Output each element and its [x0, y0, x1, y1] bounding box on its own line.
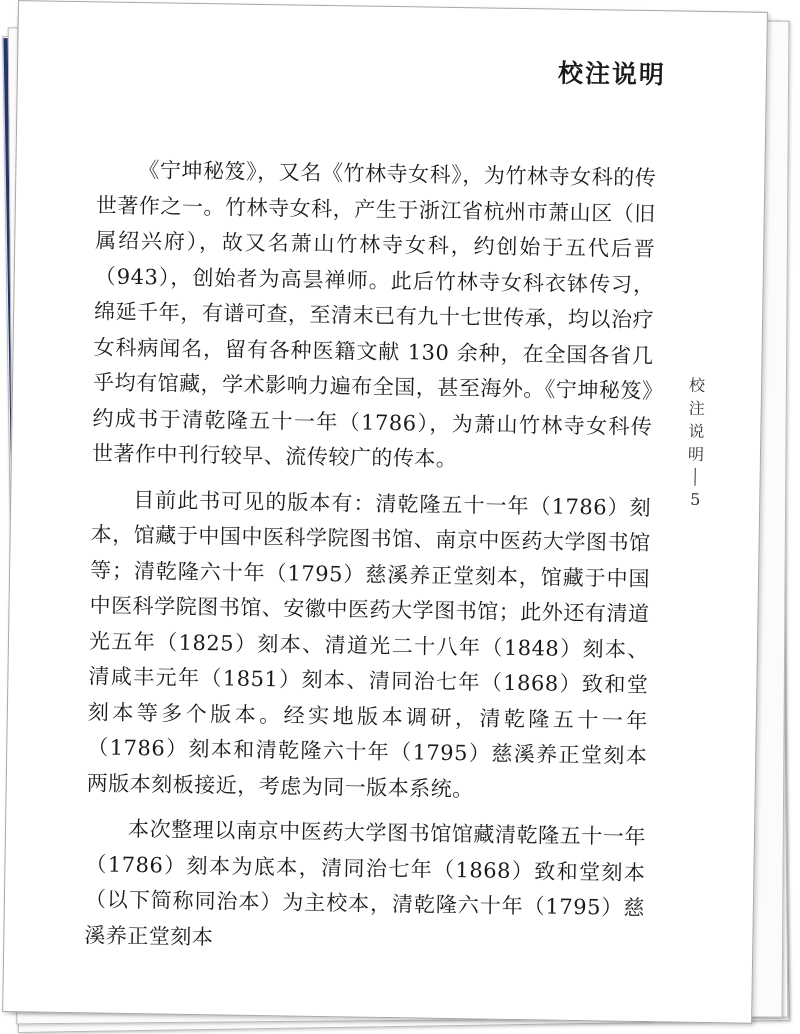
side-tab-char: 校 — [688, 375, 706, 395]
paragraph-1: 《宁坤秘笈》，又名《竹林寺女科》，为竹林寺女科的传世著作之一。竹林寺女科，产生于浙江省杭州市萧山区（旧属绍兴府），故又名萧山竹林寺女科，约创始于五代后晋（943），创始者为高昙禅师。此后竹林寺女科衣钵传习，绵延千年，有谱可查，至清末已有九十七世传承，均以治疗女科病闻名，留有各种医籍文献 130 余种，在全国各省几乎均有馆藏，学术影响力遍布全国，甚至海外。《宁坤秘笈》约成书于清乾隆五十一年（1786），为萧山竹林寺女科传世著作中刊行较早、流传较广的传本。 — [91, 158, 657, 472]
page-number: 5 — [690, 489, 701, 509]
side-tab-char: 明 — [687, 444, 705, 464]
paragraph-2: 目前此书可见的版本有：清乾隆五十一年（1786）刻本，馆藏于中国中医科学院图书馆、南京中医药大学图书馆等；清乾隆六十年（1795）慈溪养正堂刻本，馆藏于中国中医科学院图书馆、安徽中医药大学图书馆；此外还有清道光五年（1825）刻本、清道光二十八年（1848）刻本、清咸丰元年（1851）刻本、清同治七年（1868）致和堂刻本等多个版本。经实地版本调研，清乾隆五十一年（1786）刻本和清乾隆六十年（1795）慈溪养正堂刻本两版本刻板接近，考虑为同一版本系统。 — [86, 487, 652, 801]
document-page — [2, 0, 768, 1024]
paragraph-3: 本次整理以南京中医药大学图书馆馆藏清乾隆五十一年（1786）刻本为底本，清同治七年（1868）致和堂刻本（以下简称同治本）为主校本，清乾隆六十年（1795）慈溪养正堂刻本 — [84, 816, 647, 949]
side-tab-divider — [683, 466, 707, 488]
side-tab-char: 注 — [688, 398, 705, 418]
running-header-side — [683, 374, 709, 511]
body-text — [84, 152, 657, 972]
side-tab-char: 说 — [688, 421, 705, 441]
page-title: 校注说明 — [557, 58, 667, 90]
